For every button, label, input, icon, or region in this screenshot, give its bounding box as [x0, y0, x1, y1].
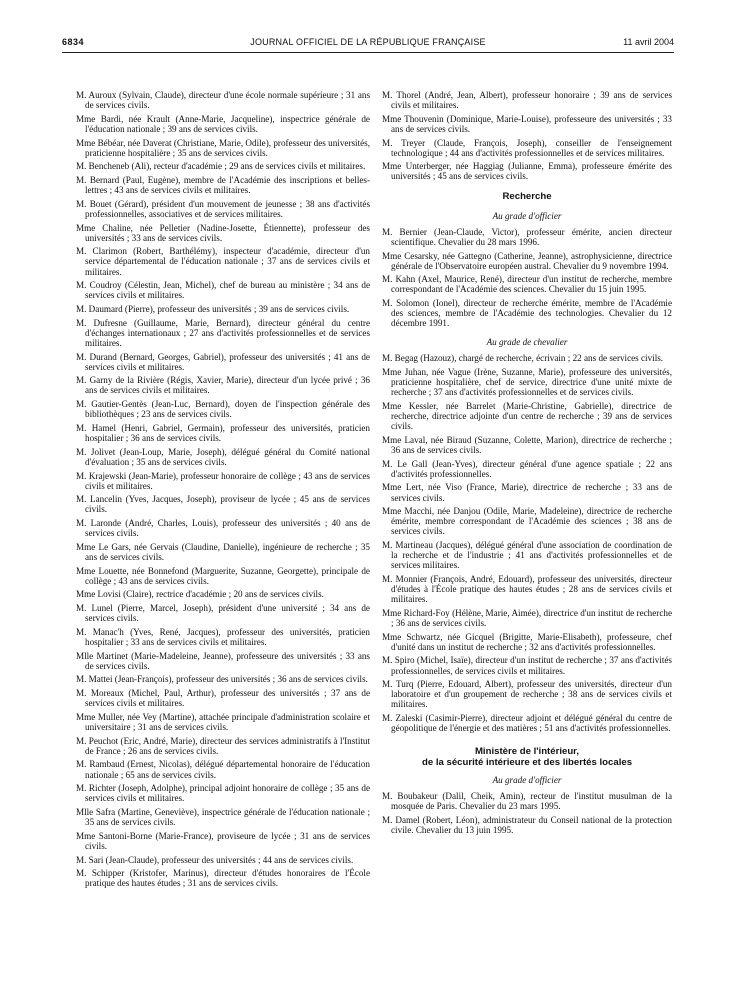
decree-entry: Mme Lovisi (Claire), rectrice d'académie ; 20 ans de services civils.: [76, 589, 324, 600]
decree-entry: M. Auroux (Sylvain, Claude), directeur d'une école normale supérieure ; 31 ans de services civils.: [76, 90, 370, 111]
decree-entry: Mme Thouvenin (Dominique, Marie-Louise), professeure des universités ; 33 ans de services civils.: [382, 113, 672, 134]
decree-entry: Mme Richard-Foy (Hélène, Marie, Aimée), directrice d'un institut de recherche ; 36 ans de services civils.: [382, 607, 672, 628]
decree-entry: M. Martineau (Jacques), délégué général d'une association de coordination de la recherche et de l'industrie ; 41 ans d'activités professionnelles et de services militaires.: [382, 540, 672, 571]
decree-entry: M. Bencheneb (Ali), recteur d'académie ; 29 ans de services civils et militaires.: [76, 161, 366, 172]
section-title-recherche: Recherche: [502, 190, 552, 202]
decree-entry: M. Treyer (Claude, François, Joseph), conseiller de l'enseignement technologique ; 44 ans d'activités professionnelles et de services militaires.: [382, 137, 672, 158]
decree-entry: M. Dufresne (Guillaume, Marie, Bernard), directeur général du centre d'échanges internationaux ; 27 ans d'activités professionnelles et de services militaires.: [76, 317, 370, 348]
decree-entry: Mme Kessler, née Barrelet (Marie-Christine, Gabrielle), directrice de recherche, directrice adjointe d'un centre de recherche ; 39 ans de services civils.: [382, 401, 672, 432]
decree-entry: M. Krajewski (Jean-Marie), professeur honoraire de collège ; 43 ans de services civils et militaires.: [76, 470, 370, 491]
decree-entry: M. Solomon (Ionel), directeur de recherche émérite, membre de l'Académie des sciences, membre de l'Académie des technologies. Chevalier du 12 décembre 1991.: [382, 298, 672, 329]
decree-entry: Mme Schwartz, née Gicquel (Brigitte, Marie-Elisabeth), professeure, chef d'unité dans un institut de recherche ; 32 ans d'activités professionnelles.: [382, 631, 672, 652]
decree-entry: M. Moreaux (Michel, Paul, Arthur), professeur des universités ; 37 ans de services civils et militaires.: [76, 688, 370, 709]
decree-entry: M. Le Gall (Jean-Yves), directeur général d'une agence spatiale ; 22 ans d'activités professionnelles.: [382, 458, 672, 479]
decree-entry: M. Hamel (Henri, Gabriel, Germain), professeur des universités, praticien hospitalier ; 36 ans de services civils.: [76, 422, 370, 444]
right-column: [382, 90, 672, 839]
subheading-chevalier: Au grade de chevalier: [486, 337, 568, 348]
decree-entry: Mme Muller, née Vey (Martine), attachée principale d'administration scolaire et universitaire ; 31 ans de services civils.: [76, 711, 370, 732]
decree-entry: M. Garny de la Rivière (Régis, Xavier, Marie), directeur d'un lycée privé ; 36 ans de services civils et militaires.: [76, 375, 370, 396]
decree-entry: M. Bernard (Paul, Eugène), membre de l'Académie des inscriptions et belles-lettres ; 43 ans de services civils et militaires.: [76, 175, 370, 196]
decree-entry: Mme Bébéar, née Daverat (Christiane, Marie, Odile), professeur des universités, praticienne hospitalière ; 35 ans de services civils.: [76, 137, 370, 158]
decree-entry: M. Lunel (Pierre, Marcel, Joseph), président d'une université ; 34 ans de services civils.: [76, 603, 370, 624]
decree-entry: M. Coudroy (Célestin, Jean, Michel), chef de bureau au ministère ; 34 ans de services civils et militaires.: [76, 280, 370, 301]
decree-entry: M. Zaleski (Casimir-Pierre), directeur adjoint et délégué général du centre de géopolitique de l'énergie et des matières ; 51 ans d'activités professionnelles.: [382, 713, 672, 734]
decree-entry: M. Kahn (Axel, Maurice, René), directeur d'un institut de recherche, membre correspondant de l'Académie des sciences. Chevalier du 15 juin 1995.: [382, 274, 672, 295]
decree-entry: M. Mattei (Jean-François), professeur des universités ; 36 ans de services civils.: [76, 674, 368, 685]
left-entries: [76, 90, 370, 888]
issue-date: 11 avril 2004: [623, 37, 674, 47]
decree-entry: M. Spiro (Michel, Isaïe), directeur d'un institut de recherche ; 37 ans d'activités professionnelles, de services civils et militaires.: [382, 655, 672, 676]
decree-entry: M. Bouet (Gérard), président d'un mouvement de jeunesse ; 38 ans d'activités professionnelles, associatives et de services militaires.: [76, 198, 370, 219]
decree-entry: Mme Laval, née Biraud (Suzanne, Colette, Marion), directrice de recherche ; 36 ans de services civils.: [382, 434, 672, 455]
journal-title: JOURNAL OFFICIEL DE LA RÉPUBLIQUE FRANÇAISE: [250, 37, 486, 47]
decree-entry: Mme Le Gars, née Gervais (Claudine, Danielle), ingénieure de recherche ; 35 ans de services civils.: [76, 541, 370, 562]
decree-entry: Mme Louette, née Bonnefond (Marguerite, Suzanne, Georgette), principale de collège ; 43 ans de services civils.: [76, 565, 370, 586]
header-rule: [62, 52, 674, 53]
decree-entry: M. Laronde (André, Charles, Louis), professeur des universités ; 40 ans de services civils.: [76, 518, 370, 539]
decree-entry: M. Durand (Bernard, Georges, Gabriel), professeur des universités ; 41 ans de services civils et militaires.: [76, 351, 370, 372]
right-top-entries: [382, 90, 672, 182]
decree-entry: M. Boubakeur (Dalil, Cheik, Amin), recteur de l'institut musulman de la mosquée de Paris. Chevalier du 23 mars 1995.: [382, 791, 672, 812]
section-title-interieur-line2: de la sécurité intérieure et des libertés locales: [421, 757, 633, 769]
decree-entry: M. Richter (Joseph, Adolphe), principal adjoint honoraire de collège ; 35 ans de services civils et militaires.: [76, 783, 370, 804]
decree-entry: Mme Cesarsky, née Gattegno (Catherine, Jeanne), astrophysicienne, directrice générale de l'Observatoire européen austral. Chevalier du 9 novembre 1994.: [382, 250, 672, 271]
decree-entry: M. Daumard (Pierre), professeur des universités ; 39 ans de services civils.: [76, 304, 350, 315]
recherche-officier-entries: [382, 227, 672, 329]
interieur-officier-entries: [382, 791, 672, 835]
decree-entry: Mme Chaline, née Pelletier (Nadine-Josette, Étiennette), professeur des universités ; 33 ans de services civils.: [76, 222, 370, 243]
decree-entry: M. Clarimon (Robert, Barthélémy), inspecteur d'académie, directeur d'un service départemental de l'éducation nationale ; 37 ans de services civils et militaires.: [76, 246, 370, 277]
decree-entry: Mlle Martinet (Marie-Madeleine, Jeanne), professeure des universités ; 33 ans de services civils.: [76, 650, 370, 671]
decree-entry: M. Rambaud (Ernest, Nicolas), délégué départemental honoraire de l'éducation nationale ; 65 ans de services civils.: [76, 759, 370, 780]
subheading-officier: Au grade d'officier: [492, 210, 562, 221]
decree-entry: M. Sari (Jean-Claude), professeur des universités ; 44 ans de services civils.: [76, 854, 354, 865]
decree-entry: Mme Lert, née Viso (France, Marie), directrice de recherche ; 33 ans de services civils.: [382, 482, 672, 503]
left-column: [76, 90, 370, 892]
decree-entry: Mme Bardi, née Krault (Anne-Marie, Jacqueline), inspectrice générale de l'éducation nationale ; 39 ans de services civils.: [76, 113, 370, 134]
subheading-interieur-officier: Au grade d'officier: [492, 775, 562, 786]
decree-entry: M. Turq (Pierre, Edouard, Albert), professeur des universités, directeur d'un laboratoire et d'un groupement de recherche ; 38 ans de services civils et militaires.: [382, 679, 672, 710]
page-number: 6834: [62, 37, 85, 47]
decree-entry: M. Jolivet (Jean-Loup, Marie, Joseph), délégué général du Comité national d'évaluation ; 35 ans de services civils.: [76, 446, 370, 467]
decree-entry: Mme Santoni-Borne (Marie-France), proviseure de lycée ; 31 ans de services civils.: [76, 830, 370, 851]
decree-entry: M. Thorel (André, Jean, Albert), professeur honoraire ; 39 ans de services civils et militaires.: [382, 90, 672, 111]
recherche-chevalier-entries: [382, 353, 672, 733]
decree-entry: Mme Macchi, née Danjou (Odile, Marie, Madeleine), directrice de recherche émérite, membre correspondant de l'Académie des sciences ; 38 ans de services civils.: [382, 506, 672, 537]
decree-entry: M. Lancelin (Yves, Jacques, Joseph), proviseur de lycée ; 45 ans de services civils.: [76, 494, 370, 515]
decree-entry: Mme Unterberger, née Haggiag (Julianne, Emma), professeure émérite des universités ; 45 ans de services civils.: [382, 161, 672, 182]
decree-entry: M. Manac'h (Yves, René, Jacques), professeur des universités, praticien hospitalier ; 33 ans de services civils et militaires.: [76, 626, 370, 647]
decree-entry: M. Bernier (Jean-Claude, Victor), professeur émérite, ancien directeur scientifique. Chevalier du 28 mars 1996.: [382, 226, 672, 247]
decree-entry: M. Gautier-Gentès (Jean-Luc, Bernard), doyen de l'inspection générale des bibliothèques ; 23 ans de services civils.: [76, 399, 370, 420]
decree-entry: Mlle Safra (Martine, Geneviève), inspectrice générale de l'éducation nationale ; 35 ans de services civils.: [76, 807, 370, 828]
decree-entry: M. Schipper (Kristofer, Marinus), directeur d'études honoraires de l'École pratique des hautes études ; 31 ans de services civils.: [76, 868, 370, 889]
decree-entry: M. Peuchot (Eric, André, Marie), directeur des services administratifs à l'Institut de France ; 26 ans de services civils.: [76, 735, 370, 756]
decree-entry: M. Begag (Hazouz), chargé de recherche, écrivain ; 22 ans de services civils.: [382, 353, 664, 364]
decree-entry: M. Damel (Robert, Léon), administrateur du Conseil national de la protection civile. Chevalier du 13 juin 1995.: [382, 815, 672, 836]
decree-entry: M. Monnier (François, André, Edouard), professeur des universités, directeur d'études à l'École pratique des hautes études ; 28 ans de services civils et militaires.: [382, 573, 672, 605]
page-header: [62, 37, 674, 51]
section-title-interieur: [382, 746, 672, 768]
section-title-interieur-line1: Ministère de l'intérieur,: [474, 746, 580, 758]
decree-entry: Mme Juhan, née Vague (Irène, Suzanne, Marie), professeure des universités, praticienne hospitalière, chef de service, directrice d'une unité mixte de recherche ; 37 ans d'activités professionnelles et de services civils.: [382, 367, 672, 398]
